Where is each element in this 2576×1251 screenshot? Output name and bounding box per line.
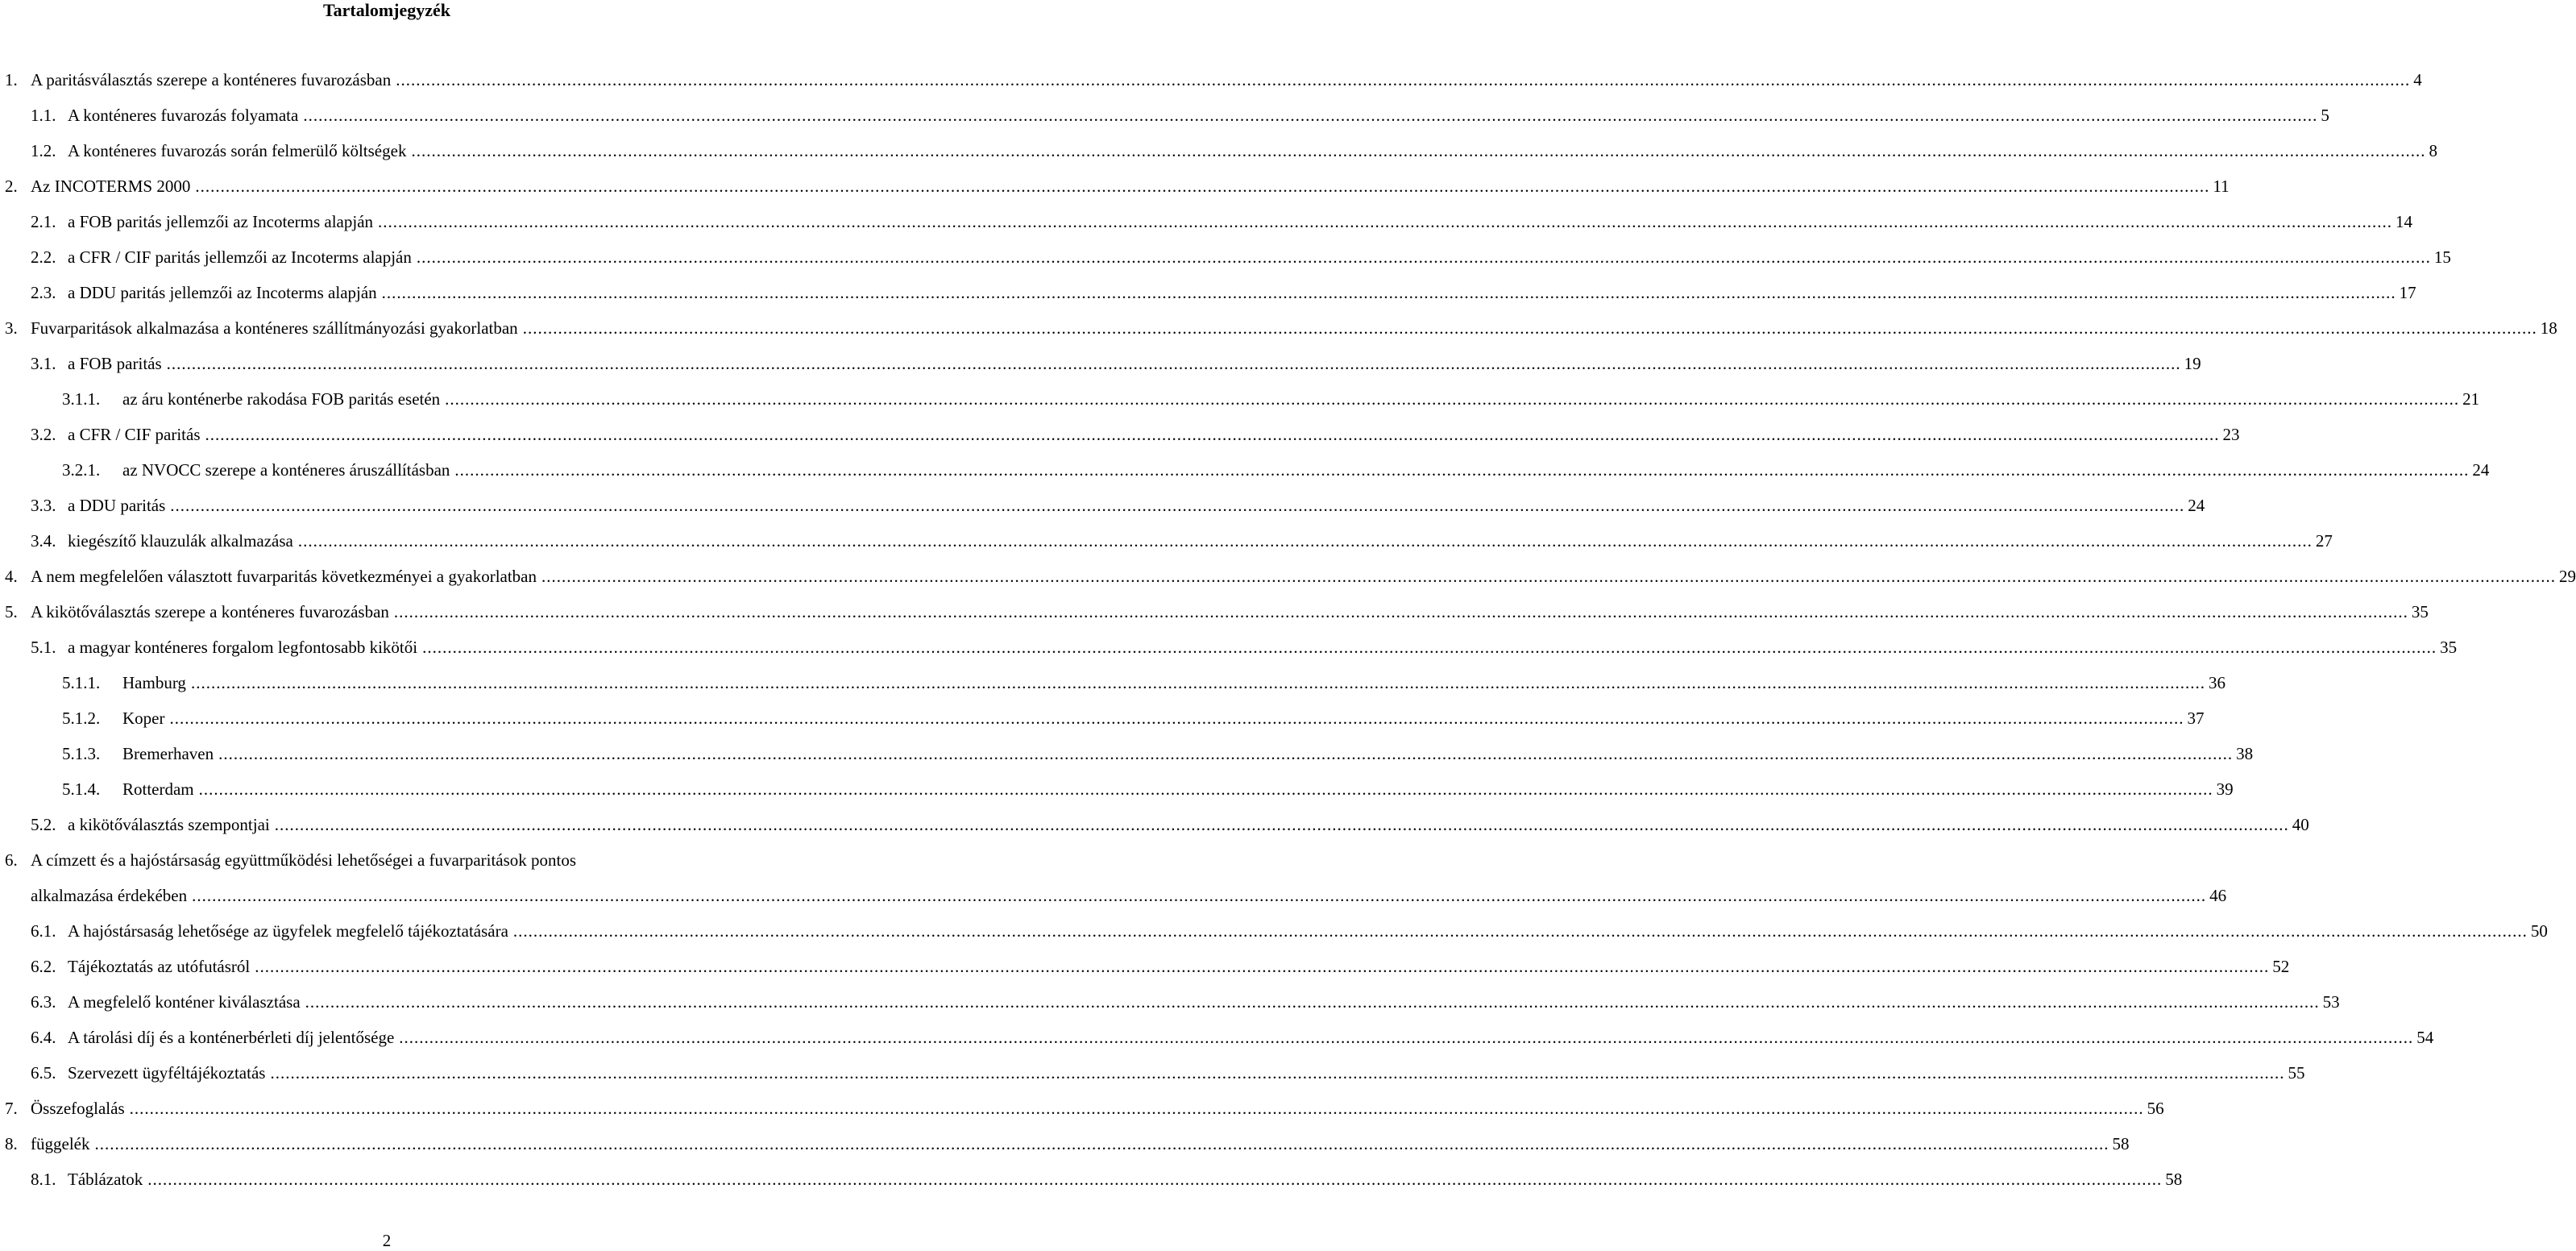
toc-entry-text: Az INCOTERMS 2000 [31,177,191,196]
toc-entry-page: 35 [2440,638,2458,657]
toc-entry-text: A kikötőválasztás szerepe a konténeres fuvarozásban [31,602,389,621]
toc-entry-text: A nem megfelelően választott fuvarparitás következményei a gyakorlatban [31,567,537,586]
toc-entry-page: 36 [2208,673,2225,692]
toc-entry[interactable] [0,813,2309,837]
toc-entry-number: 5.1.1. [62,673,101,692]
leader-dots: ................................................................................................................................................................................................................................................................................................................................................................................................................ [270,1063,2285,1083]
toc-entry[interactable] [0,600,2429,624]
toc-entry[interactable] [0,1167,2183,1191]
toc-entry-page: 24 [2188,496,2205,515]
leader-dots: ................................................................................................................................................................................................................................................................................................................................................................................................................ [190,673,2205,692]
toc-entry-text: az áru konténerbe rakodása FOB paritás esetén [122,389,441,409]
toc-entry-page: 54 [2416,1028,2434,1047]
toc-entry-number: 6.3. [31,992,56,1012]
toc-entry[interactable] [0,493,2205,517]
toc-entry-number: 6.4. [31,1028,56,1047]
leader-dots: ................................................................................................................................................................................................................................................................................................................................................................................................................ [94,1134,2109,1153]
toc-entry-text: A tárolási díj és a konténerbérleti díj jelentősége [68,1028,395,1047]
toc-entry-number: 3.4. [31,531,56,551]
toc-entry-number: 5. [5,602,18,621]
toc-entry-number: 3. [5,318,18,338]
toc-entry-page: 27 [2315,531,2333,551]
toc-entry-text: A paritásválasztás szerepe a konténeres fuvarozásban [31,70,392,89]
toc-entry[interactable] [0,316,2557,340]
leader-dots: ................................................................................................................................................................................................................................................................................................................................................................................................................ [522,318,2537,338]
leader-dots: ................................................................................................................................................................................................................................................................................................................................................................................................................ [198,779,2213,799]
leader-dots: ................................................................................................................................................................................................................................................................................................................................................................................................................ [411,141,2426,160]
toc-entry-text: Rotterdam [122,779,194,799]
leader-dots: ................................................................................................................................................................................................................................................................................................................................................................................................................ [218,744,2234,763]
toc-entry[interactable] [0,777,2234,801]
toc-entry-text: a CFR / CIF paritás [68,425,201,444]
toc-entry[interactable] [0,706,2205,730]
leader-dots: ................................................................................................................................................................................................................................................................................................................................................................................................................ [255,957,2270,976]
toc-entry-page: 29 [2559,567,2576,586]
toc-entry[interactable] [0,1025,2434,1049]
leader-dots: ................................................................................................................................................................................................................................................................................................................................................................................................................ [541,567,2557,586]
toc-entry-page: 58 [2165,1170,2183,1189]
toc-entry[interactable] [0,174,2230,198]
toc-entry-page: 55 [2288,1063,2305,1083]
toc-entry-number: 6. [5,850,18,870]
toc-entry-page: 18 [2540,318,2557,338]
toc-entry[interactable] [0,387,2480,411]
toc-entry[interactable] [0,422,2240,447]
toc-entry-number: 6.2. [31,957,56,976]
toc-entry-number: 2. [5,177,18,196]
toc-entry[interactable] [0,990,2340,1014]
toc-entry-text: a FOB paritás jellemzői az Incoterms alapján [68,212,374,231]
toc-entry-number: 3.2.1. [62,460,101,480]
leader-dots: ................................................................................................................................................................................................................................................................................................................................................................................................................ [416,247,2431,267]
leader-dots: ................................................................................................................................................................................................................................................................................................................................................................................................................ [129,1099,2144,1118]
toc-entry-number: 5.1.2. [62,709,101,728]
toc-entry-text: A megfelelő konténer kiválasztása [68,992,301,1012]
toc-entry-text: Szervezett ügyféltájékoztatás [68,1063,266,1083]
leader-dots: ................................................................................................................................................................................................................................................................................................................................................................................................................ [274,815,2289,834]
toc-entry-text: Koper [122,709,165,728]
leader-dots: ................................................................................................................................................................................................................................................................................................................................................................................................................ [297,531,2313,551]
toc-entry-text: Összefoglalás [31,1099,125,1118]
toc-entry-number: 5.1.3. [62,744,101,763]
toc-entry-page: 39 [2216,779,2234,799]
leader-dots: ................................................................................................................................................................................................................................................................................................................................................................................................................ [305,992,2320,1012]
toc-entry-number: 5.1. [31,638,56,657]
toc-entry-page: 23 [2222,425,2240,444]
leader-dots: ................................................................................................................................................................................................................................................................................................................................................................................................................ [422,638,2437,657]
toc-entry-page: 17 [2399,283,2416,302]
toc-entry-page: 50 [2530,921,2548,941]
toc-entry[interactable] [0,458,2490,482]
toc-entry[interactable] [0,919,2548,943]
toc-entry-number: 1.1. [31,106,56,125]
toc-entry[interactable] [0,139,2437,163]
toc-entry-page: 5 [2321,106,2329,125]
toc-entry-number: 2.2. [31,247,56,267]
toc-entry-page: 52 [2272,957,2290,976]
toc-entry-page: 58 [2112,1134,2130,1153]
toc-entry-text: Tájékoztatás az utófutásról [68,957,251,976]
toc-entry-page: 35 [2411,602,2429,621]
toc-entry-page: 14 [2396,212,2413,231]
toc-entry-number: 2.3. [31,283,56,302]
toc-entry[interactable] [0,351,2201,376]
toc-entry-text: A hajóstársaság lehetősége az ügyfelek megfelelő tájékoztatására [68,921,508,941]
toc-entry-number: 1.2. [31,141,56,160]
toc-entry-number: 2.1. [31,212,56,231]
leader-dots: ................................................................................................................................................................................................................................................................................................................................................................................................................ [454,460,2470,480]
leader-dots: ................................................................................................................................................................................................................................................................................................................................................................................................................ [195,177,2210,196]
toc-entry[interactable] [0,1096,2164,1120]
toc-entry[interactable] [0,635,2458,659]
toc-entry-text: A konténeres fuvarozás során felmerülő költségek [68,141,407,160]
toc-entry-text: a CFR / CIF paritás jellemzői az Incoterms alapján [68,247,412,267]
toc-entry-text: A címzett és a hajóstársaság együttműködési lehetőségei a fuvarparitások pontos [31,850,577,870]
leader-dots: ................................................................................................................................................................................................................................................................................................................................................................................................................ [396,70,2411,89]
toc-entry-page: 56 [2147,1099,2164,1118]
leader-dots: ................................................................................................................................................................................................................................................................................................................................................................................................................ [381,283,2396,302]
toc-entry-number: 8.1. [31,1170,56,1189]
toc-entry-text: Bremerhaven [122,744,214,763]
toc-entry-page: 4 [2413,70,2422,89]
toc-entry-text: alkalmazása érdekében [31,886,188,905]
page-number: 2 [382,1231,392,1250]
toc-entry-text: a kikötőválasztás szempontjai [68,815,270,834]
toc-entry-text: a magyar konténeres forgalom legfontosabb kikötői [68,638,418,657]
toc-entry[interactable] [0,883,2227,908]
toc-entry[interactable] [0,848,774,872]
toc-entry-text: Táblázatok [68,1170,143,1189]
toc-entry-number: 3.2. [31,425,56,444]
toc-entry-number: 7. [5,1099,18,1118]
toc-entry[interactable] [0,671,2225,695]
toc-entry-number: 6.1. [31,921,56,941]
toc-entry[interactable] [0,742,2254,766]
leader-dots: ................................................................................................................................................................................................................................................................................................................................................................................................................ [512,921,2528,941]
leader-dots: ................................................................................................................................................................................................................................................................................................................................................................................................................ [445,389,2460,409]
toc-entry-number: 3.3. [31,496,56,515]
leader-dots: ................................................................................................................................................................................................................................................................................................................................................................................................................ [378,212,2393,231]
toc-entry[interactable] [0,281,2416,305]
toc-entry-page: 46 [2209,886,2227,905]
toc-entry-page: 37 [2187,709,2205,728]
toc-entry-text: a DDU paritás jellemzői az Incoterms alapján [68,283,377,302]
leader-dots: ................................................................................................................................................................................................................................................................................................................................................................................................................ [192,886,2207,905]
toc-entry-page: 40 [2292,815,2309,834]
toc-entry-number: 4. [5,567,18,586]
toc-entry[interactable] [0,245,2451,269]
toc-entry-number: 3.1. [31,354,56,373]
toc-entry-text: A konténeres fuvarozás folyamata [68,106,299,125]
leader-dots: ................................................................................................................................................................................................................................................................................................................................................................................................................ [393,602,2408,621]
toc-entry[interactable] [0,1132,2130,1156]
toc-entry-page: 38 [2236,744,2254,763]
toc-entry[interactable] [0,210,2413,234]
toc-entry-number: 1. [5,70,18,89]
toc-entry[interactable] [0,103,2329,127]
toc-entry-page: 15 [2433,247,2451,267]
toc-entry-page: 19 [2184,354,2201,373]
toc-entry[interactable] [0,564,2576,588]
leader-dots: ................................................................................................................................................................................................................................................................................................................................................................................................................ [399,1028,2414,1047]
toc-entry-text: Hamburg [122,673,186,692]
leader-dots: ................................................................................................................................................................................................................................................................................................................................................................................................................ [166,354,2181,373]
toc-entry-text: függelék [31,1134,90,1153]
toc-entry[interactable] [0,954,2290,979]
toc-entry-text: a FOB paritás [68,354,162,373]
toc-entry-number: 8. [5,1134,18,1153]
leader-dots: ................................................................................................................................................................................................................................................................................................................................................................................................................ [147,1170,2163,1189]
toc-entry-page: 24 [2472,460,2490,480]
leader-dots: ................................................................................................................................................................................................................................................................................................................................................................................................................ [205,425,2220,444]
toc-entry[interactable] [0,529,2333,553]
toc-entry-page: 21 [2462,389,2480,409]
toc-entry-number: 5.2. [31,815,56,834]
toc-entry[interactable] [0,68,2422,92]
toc-entry-text: kiegészítő klauzulák alkalmazása [68,531,293,551]
toc-entry[interactable] [0,1061,2305,1085]
toc-entry-number: 5.1.4. [62,779,101,799]
toc-entry-page: 53 [2322,992,2340,1012]
leader-dots: ................................................................................................................................................................................................................................................................................................................................................................................................................ [169,709,2184,728]
toc-title: Tartalomjegyzék [322,0,451,20]
toc-entry-page: 11 [2213,177,2230,196]
toc-entry-text: a DDU paritás [68,496,166,515]
leader-dots: ................................................................................................................................................................................................................................................................................................................................................................................................................ [303,106,2318,125]
toc-entry-page: 8 [2429,141,2437,160]
leader-dots: ................................................................................................................................................................................................................................................................................................................................................................................................................ [170,496,2185,515]
toc-entry-text: az NVOCC szerepe a konténeres áruszállításban [122,460,450,480]
toc-entry-number: 3.1.1. [62,389,101,409]
toc-entry-number: 6.5. [31,1063,56,1083]
toc-entry-text: Fuvarparitások alkalmazása a konténeres szállítmányozási gyakorlatban [31,318,518,338]
